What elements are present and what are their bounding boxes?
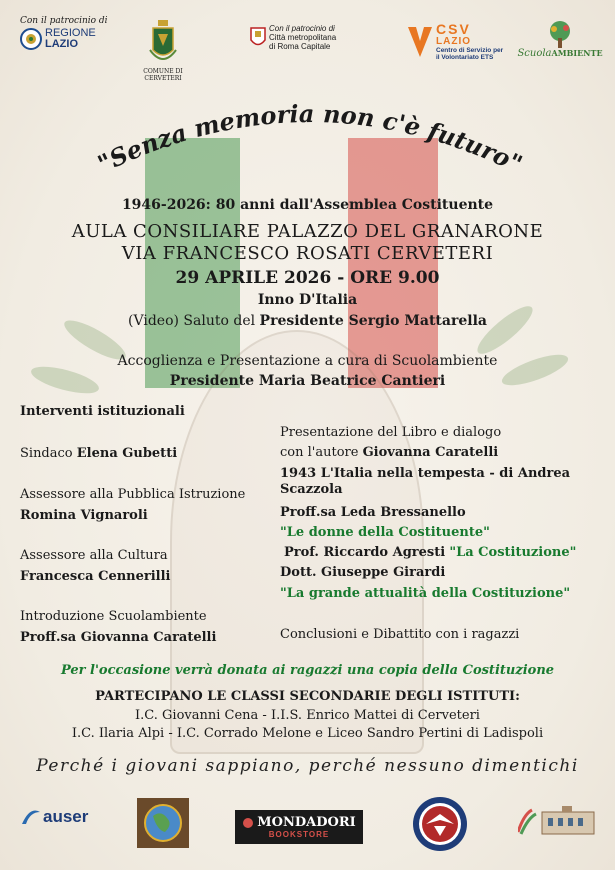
citta-shield-icon xyxy=(250,27,266,49)
partner-logos xyxy=(0,790,615,870)
rose-icon xyxy=(242,817,254,829)
venue-line2: VIA FRANCESCO ROSATI CERVETERI xyxy=(121,243,494,264)
saluto-pre: (Video) Saluto del xyxy=(128,313,260,329)
mondadori-text: MONDADORI xyxy=(257,815,356,830)
csv-lazio-logo xyxy=(408,22,508,61)
sindaco-name: Elena Gubetti xyxy=(76,446,178,461)
regione-emblem-icon xyxy=(20,28,42,50)
bookstore-text: BOOKSTORE xyxy=(268,830,330,839)
citta-metropolitana-logo xyxy=(250,24,350,51)
talk1-title: "Le donne della Costituente" xyxy=(280,525,490,540)
citta-line1: Con il patrocinio di xyxy=(269,24,335,33)
globe-icon xyxy=(137,798,189,848)
sindaco-line xyxy=(20,446,177,462)
regione-name1: REGIONE xyxy=(45,27,96,39)
inno-italia: Inno D'Italia xyxy=(257,292,358,308)
comune-line1: COMUNE DI xyxy=(143,68,183,75)
event-title: "Senza memoria non c'è futuro" xyxy=(93,98,527,179)
event-date: 29 APRILE 2026 - ORE 9.00 xyxy=(175,268,440,288)
sindaco-role: Sindaco xyxy=(20,446,77,461)
libro-author: Giovanna Caratelli xyxy=(362,445,499,460)
istruzione-name: Romina Vignaroli xyxy=(20,508,148,523)
intro-name: Proff.sa Giovanna Caratelli xyxy=(20,630,217,645)
libro-line2 xyxy=(280,445,498,461)
citta-line2: Città metropolitana xyxy=(269,33,337,42)
speaker1-name: Proff.sa Leda Bressanello xyxy=(280,505,466,520)
libro-title: 1943 L'Italia nella tempesta - di Andrea Scazzola xyxy=(280,466,571,497)
globe-association-logo xyxy=(137,798,189,848)
interventi-heading: Interventi istituzionali xyxy=(20,404,185,419)
library-logo xyxy=(518,804,598,844)
auser-text: auser xyxy=(43,807,89,826)
tree-icon xyxy=(545,20,575,48)
csv-sub: LAZIO xyxy=(436,36,471,47)
regione-caption: Con il patrocinio di xyxy=(20,16,108,26)
auser-logo xyxy=(20,806,88,828)
scuola-part1: Scuola xyxy=(517,48,552,59)
cultura-role: Assessore alla Cultura xyxy=(20,548,168,563)
event-title-arc xyxy=(40,70,580,210)
saluto-line xyxy=(0,313,615,329)
libro-line1: Presentazione del Libro e dialogo xyxy=(280,425,502,440)
police-association-logo xyxy=(412,796,468,852)
intro-role: Introduzione Scuolambiente xyxy=(20,609,207,624)
istruzione-role: Assessore alla Pubblica Istruzione xyxy=(20,487,246,502)
mondadori-bookstore-logo xyxy=(235,810,363,844)
schools-line1: I.C. Giovanni Cena - I.I.S. Enrico Mattei di Cerveteri xyxy=(135,708,480,723)
presidente-line: Presidente Maria Beatrice Cantieri xyxy=(169,373,446,389)
csv-line1: Centro di Servizio per xyxy=(436,47,504,54)
speaker3-name: Dott. Giuseppe Girardi xyxy=(280,565,446,580)
speaker2-name: Prof. Riccardo Agresti xyxy=(284,545,446,560)
talk3-title: "La grande attualità della Costituzione" xyxy=(280,586,571,601)
auser-swoosh-icon xyxy=(20,806,42,828)
regione-name2: LAZIO xyxy=(45,38,78,50)
leaf-decoration xyxy=(472,300,538,360)
scuola-part2: AMBIENTE xyxy=(551,48,603,58)
libro-author-pre: con l'autore xyxy=(280,445,363,460)
talk2-title: "La Costituzione" xyxy=(449,545,577,560)
eagle-badge-icon xyxy=(412,796,468,852)
citta-line3: di Roma Capitale xyxy=(269,42,331,51)
coat-of-arms-icon xyxy=(149,20,177,68)
venue-line1: AULA CONSILIARE PALAZZO DEL GRANARONE xyxy=(71,221,544,242)
regione-lazio-logo xyxy=(20,16,120,50)
costituzione-gift-note: Per l'occasione verrà donata ai ragazzi una copia della Costituzione xyxy=(60,663,555,678)
subtitle: 1946-2026: 80 anni dall'Assemblea Costituente xyxy=(121,197,494,213)
csv-v-mark-icon xyxy=(408,27,432,57)
comune-line2: CERVETERI xyxy=(144,75,182,82)
motto: Perché i giovani sappiano, perché nessuno dimentichi xyxy=(36,756,579,776)
csv-title: CSV xyxy=(436,21,471,37)
partecipano-heading: PARTECIPANO LE CLASSI SECONDARIE DEGLI ISTITUTI: xyxy=(95,689,520,704)
speaker2-line xyxy=(284,545,576,561)
schools-line2: I.C. Ilaria Alpi - I.C. Corrado Melone e Liceo Sandro Pertini di Ladispoli xyxy=(71,726,544,741)
accoglienza-line: Accoglienza e Presentazione a cura di Scuolambiente xyxy=(117,353,498,369)
csv-line2: il Volontariato ETS xyxy=(436,54,494,61)
scuolambiente-logo xyxy=(515,20,605,59)
svg-text:"Senza memoria non c'è futuro" xyxy=(93,99,527,179)
conclusioni-line: Conclusioni e Dibattito con i ragazzi xyxy=(280,627,520,642)
library-building-icon xyxy=(518,804,598,844)
cultura-name: Francesca Cennerilli xyxy=(20,569,171,584)
saluto-president: Presidente Sergio Mattarella xyxy=(259,313,487,329)
